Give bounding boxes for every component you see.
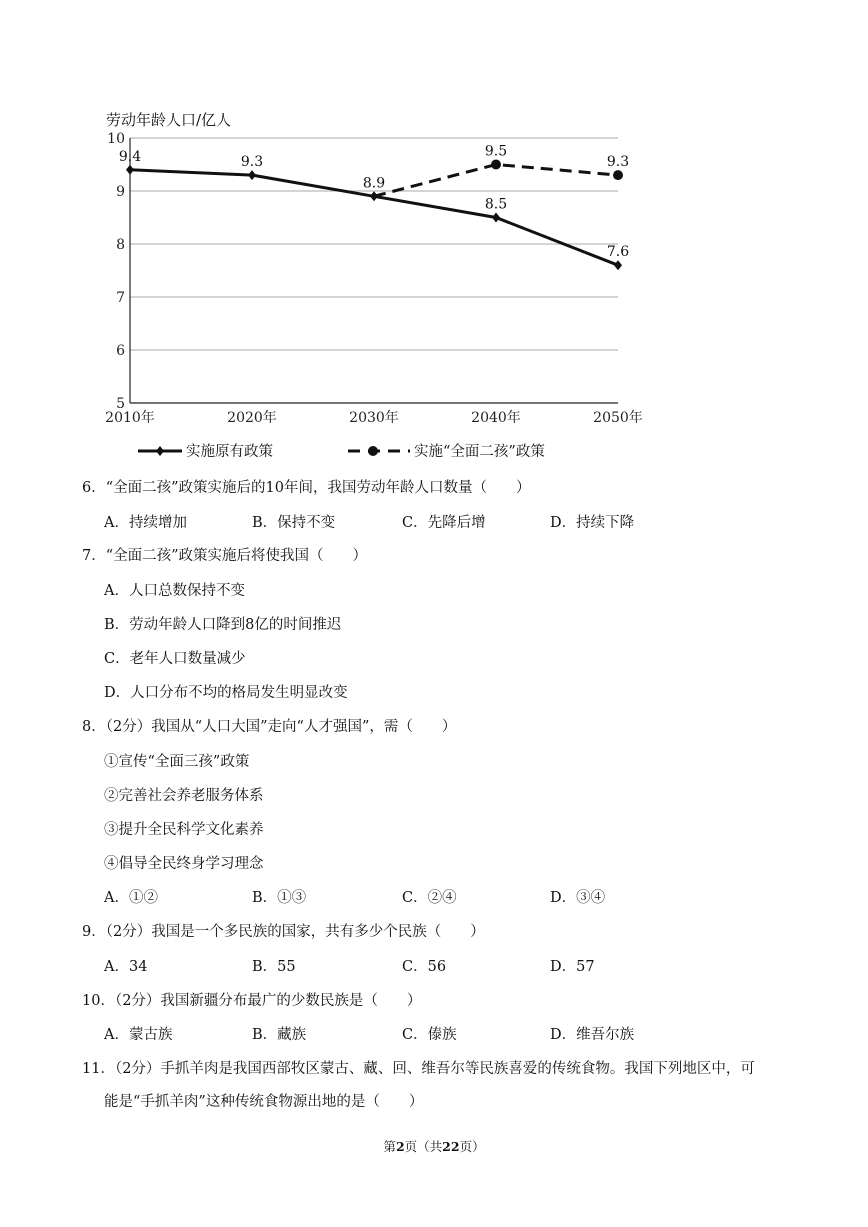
- question-8-option-b: B．①③: [252, 890, 307, 906]
- question-9-option-b: B．55: [252, 959, 296, 975]
- x-tick-label: 2050年: [593, 410, 643, 426]
- data-point-diamond: [248, 170, 256, 180]
- data-label: 8.5: [484, 196, 508, 213]
- question-7-stem: 7．“全面二孩”政策实施后将使我国（ ）: [82, 548, 368, 564]
- data-label: 9.3: [240, 154, 264, 171]
- question-9-option-d: D．57: [550, 959, 595, 975]
- y-tick-label: 7: [116, 290, 125, 306]
- y-tick-label: 9: [116, 184, 125, 200]
- y-axis-title: 劳动年龄人口/亿人: [106, 111, 232, 129]
- question-8-stem: 8．（2分）我国从“人口大国”走向“人才强国”，需（ ）: [82, 719, 457, 735]
- question-9-option-c: C．56: [402, 959, 447, 975]
- question-8-option-c: C．②④: [402, 890, 457, 906]
- question-7-option-b: B．劳动年龄人口降到8亿的时间推迟: [104, 617, 342, 633]
- data-point-diamond: [492, 213, 500, 223]
- y-tick-label: 10: [107, 131, 125, 147]
- x-tick-label: 2020年: [227, 410, 277, 426]
- question-10-option-c: C．傣族: [402, 1027, 457, 1043]
- question-7-option-c: C．老年人口数量减少: [104, 651, 246, 667]
- data-label: 7.6: [606, 244, 630, 261]
- footer-middle: 页（共: [404, 1139, 443, 1154]
- question-6-option-b: B．保持不变: [252, 515, 336, 531]
- footer-prefix: 第: [383, 1139, 396, 1154]
- y-tick-label: 8: [116, 237, 125, 253]
- question-6-stem: 6．“全面二孩”政策实施后的10年间，我国劳动年龄人口数量（ ）: [82, 480, 531, 496]
- y-tick-label: 6: [116, 343, 125, 359]
- page-footer: [0, 1137, 868, 1155]
- footer-total-pages: 22: [442, 1139, 460, 1154]
- x-tick-label: 2030年: [349, 410, 399, 426]
- question-11-stem-continued: 能是“手抓羊肉”这种传统食物源出地的是（ ）: [104, 1094, 424, 1110]
- x-tick-label: 2040年: [471, 410, 521, 426]
- data-point-circle: [491, 160, 501, 170]
- question-10-option-a: A．蒙古族: [104, 1027, 173, 1043]
- legend-marker-diamond: [156, 446, 164, 456]
- question-8-option-a: A．①②: [104, 890, 158, 906]
- question-7-option-a: A．人口总数保持不变: [104, 583, 245, 599]
- question-8-item-3: ③提升全民科学文化素养: [104, 822, 264, 838]
- legend-label-two-child-policy: 实施“全面二孩”政策: [414, 444, 545, 460]
- question-7-option-d: D．人口分布不均的格局发生明显改变: [104, 685, 348, 701]
- labor-population-line-chart: [90, 100, 670, 465]
- question-8-item-4: ④倡导全民终身学习理念: [104, 856, 264, 872]
- data-point-diamond: [126, 165, 134, 175]
- question-6-option-a: A．持续增加: [104, 515, 187, 531]
- data-label: 8.9: [362, 175, 386, 192]
- legend-marker-circle: [368, 446, 378, 456]
- question-8-item-2: ②完善社会养老服务体系: [104, 788, 264, 804]
- question-6-option-c: C．先降后增: [402, 515, 486, 531]
- question-10-stem: 10．（2分）我国新疆分布最广的少数民族是（ ）: [82, 993, 422, 1009]
- question-9-stem: 9．（2分）我国是一个多民族的国家，共有多少个民族（ ）: [82, 924, 485, 940]
- question-10-option-d: D．维吾尔族: [550, 1027, 635, 1043]
- question-6-option-d: D．持续下降: [550, 515, 635, 531]
- data-label: 9.3: [606, 154, 630, 171]
- data-point-diamond: [614, 260, 622, 270]
- data-label: 9.4: [118, 148, 142, 165]
- y-tick-label: 5: [116, 396, 125, 412]
- data-label: 9.5: [484, 143, 508, 160]
- footer-suffix: 页）: [459, 1139, 485, 1154]
- question-8-option-d: D．③④: [550, 890, 606, 906]
- question-9-option-a: A．34: [104, 959, 148, 975]
- question-8-item-1: ①宣传“全面三孩”政策: [104, 754, 250, 770]
- data-point-circle: [613, 170, 623, 180]
- question-11-stem: 11．（2分）手抓羊肉是我国西部牧区蒙古、藏、回、维吾尔等民族喜爱的传统食物。我国下列地区中，可: [82, 1061, 755, 1077]
- x-tick-label: 2010年: [105, 410, 155, 426]
- footer-page-number: 2: [395, 1139, 405, 1154]
- legend-label-original-policy: 实施原有政策: [186, 444, 273, 460]
- question-10-option-b: B．藏族: [252, 1027, 307, 1043]
